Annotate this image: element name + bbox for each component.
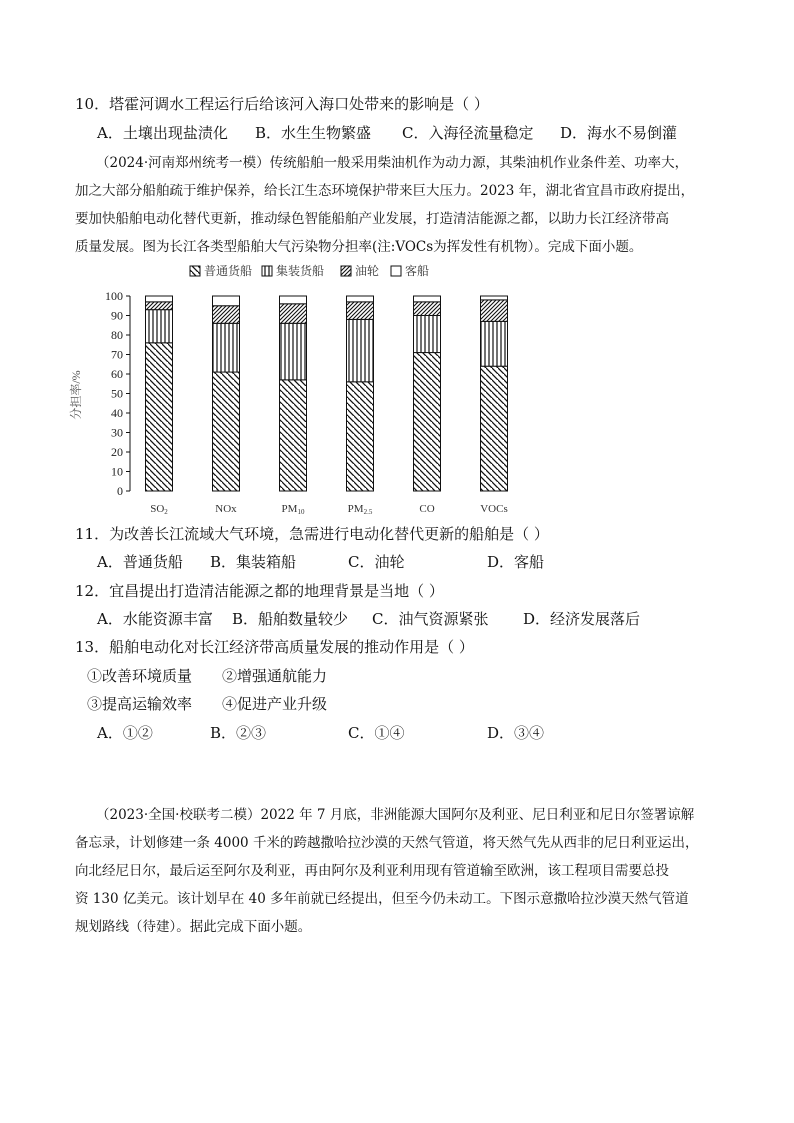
- passage2-line-3: 向北经尼日尔，最后运至阿尔及利亚，再由阿尔及利亚利用现有管道输至欧洲，该工程项目需要总投: [75, 863, 669, 879]
- passage1-line-3: 要加快船舶电动化替代更新，推动绿色智能船舶产业发展，打造清洁能源之都，以助力长江经济带高: [75, 211, 669, 227]
- bar-2-series-1: [280, 323, 307, 380]
- bar-1-series-2: [213, 306, 240, 324]
- q13-stem: 13．船舶电动化对长江经济带高质量发展的推动作用是（ ）: [75, 638, 474, 656]
- passage2-line-5: 规划路线（待建）。据此完成下面小题。: [75, 919, 312, 935]
- x-tick-label-5: VOCs: [480, 503, 508, 515]
- bar-3-series-1: [347, 319, 374, 381]
- q13-item-4: ④促进产业升级: [222, 695, 328, 713]
- bar-4-series-3: [414, 296, 441, 302]
- y-axis-label: 分担率/%: [69, 370, 83, 420]
- y-tick-label-80: 80: [111, 328, 123, 342]
- bar-1-series-0: [213, 372, 240, 491]
- bar-3-series-3: [347, 296, 374, 302]
- passage1-line-4: 质量发展。图为长江各类型船舶大气污染物分担率(注:VOCs为挥发性有机物）。完成下面小题。: [75, 239, 643, 255]
- bar-3-series-0: [347, 382, 374, 491]
- y-axis: [105, 289, 130, 498]
- q12-option-b[interactable]: B．船舶数量较少: [232, 610, 349, 628]
- legend-swatch-1: [262, 266, 272, 276]
- bar-0-series-1: [146, 310, 173, 343]
- y-tick-label-0: 0: [117, 484, 123, 498]
- bar-5-series-2: [481, 300, 508, 321]
- x-tick-label-3: PM2.5: [347, 503, 373, 516]
- bar-5-series-1: [481, 321, 508, 366]
- q11-stem: 11．为改善长江流域大气环境，急需进行电动化替代更新的船舶是（ ）: [75, 525, 549, 543]
- bar-0-series-2: [146, 302, 173, 310]
- y-tick-label-50: 50: [111, 386, 123, 401]
- bar-0-series-3: [146, 296, 173, 302]
- bar-groups: [146, 296, 508, 491]
- q11-option-a[interactable]: A．普通货船: [97, 553, 183, 571]
- q13-item-3: ③提高运输效率: [87, 695, 193, 713]
- bar-1-series-3: [213, 296, 240, 306]
- bar-4-series-2: [414, 302, 441, 316]
- legend-swatch-0: [190, 266, 200, 276]
- bar-4-series-1: [414, 316, 441, 353]
- bar-5-series-3: [481, 296, 508, 300]
- q11-option-b[interactable]: B．集装箱船: [210, 553, 297, 571]
- q13-option-b[interactable]: B．②③: [210, 724, 267, 742]
- bar-1-series-1: [213, 323, 240, 372]
- bar-2-series-3: [280, 296, 307, 304]
- bar-5-series-0: [481, 366, 508, 491]
- y-tick-label-60: 60: [111, 367, 123, 381]
- q12-option-d[interactable]: D．经济发展落后: [523, 610, 641, 628]
- q11-option-c[interactable]: C．油轮: [348, 553, 405, 571]
- q10-option-b[interactable]: B．水生生物繁盛: [255, 124, 372, 142]
- x-tick-label-1: NOx: [215, 503, 237, 515]
- legend-label-3: 客船: [405, 264, 430, 278]
- q10-option-a[interactable]: A．土壤出现盐渍化: [97, 124, 228, 142]
- q12-stem: 12．宜昌提出打造清洁能源之都的地理背景是当地（ ）: [75, 582, 444, 600]
- bar-0-series-0: [146, 343, 173, 491]
- bar-3-series-2: [347, 302, 374, 320]
- y-tick-label-40: 40: [111, 406, 123, 420]
- legend-label-2: 油轮: [355, 264, 380, 278]
- q13-option-c[interactable]: C．①④: [348, 724, 405, 742]
- q13-option-d[interactable]: D．③④: [487, 724, 545, 742]
- q13-item-2: ②增强通航能力: [222, 667, 328, 685]
- x-tick-label-2: PM10: [281, 503, 305, 516]
- y-tick-label-90: 90: [111, 308, 123, 323]
- q13-option-a[interactable]: A．①②: [97, 724, 153, 742]
- passage2-line-4: 资 130 亿美元。该计划早在 40 多年前就已经提出，但至今仍未动工。下图示意撒哈拉沙漠天然气管道: [75, 891, 689, 907]
- q13-item-1: ①改善环境质量: [87, 667, 193, 685]
- q12-option-a[interactable]: A．水能资源丰富: [97, 610, 213, 628]
- q12-option-c[interactable]: C．油气资源紧张: [372, 610, 489, 628]
- legend-swatch-3: [391, 266, 401, 276]
- legend-label-0: 普通货船: [204, 264, 253, 278]
- y-tick-label-30: 30: [111, 425, 123, 440]
- q10-stem: 10．塔霍河调水工程运行后给该河入海口处带来的影响是（ ）: [75, 95, 489, 113]
- legend-swatch-2: [341, 266, 351, 276]
- y-tick-label-70: 70: [111, 347, 123, 362]
- passage2-line-2: 备忘录，计划修建一条 4000 千米的跨越撒哈拉沙漠的天然气管道，将天然气先从西非的尼日利亚运出，: [75, 835, 699, 851]
- bar-4-series-0: [414, 353, 441, 491]
- y-tick-label-10: 10: [111, 464, 123, 479]
- x-tick-label-4: CO: [419, 503, 435, 515]
- chart-legend: [190, 263, 429, 278]
- q11-option-d[interactable]: D．客船: [487, 553, 545, 571]
- legend-label-1: 集装货船: [276, 264, 325, 278]
- bar-2-series-0: [280, 380, 307, 491]
- y-tick-label-100: 100: [105, 289, 123, 303]
- passage2-line-1: （2023·全国·校联考二模）2022 年 7 月底，非洲能源大国阿尔及利亚、尼日利亚和尼日尔签署谅解: [96, 807, 695, 823]
- q10-option-c[interactable]: C．入海径流量稳定: [402, 124, 534, 142]
- q10-option-d[interactable]: D．海水不易倒灌: [560, 124, 678, 142]
- x-tick-label-0: SO2: [150, 503, 168, 516]
- passage1-line-2: 加之大部分船舶疏于维护保养，给长江生态环境保护带来巨大压力。2023 年，湖北省宜昌市政府提出，: [75, 183, 695, 199]
- passage1-line-1: （2024·河南郑州统考一模）传统船舶一般采用柴油机作为动力源，其柴油机作业条件差、功率大，: [96, 155, 689, 171]
- pollutant-share-chart: [60, 260, 530, 520]
- x-axis-labels: [150, 503, 508, 516]
- bar-2-series-2: [280, 304, 307, 324]
- y-tick-label-20: 20: [111, 445, 123, 459]
